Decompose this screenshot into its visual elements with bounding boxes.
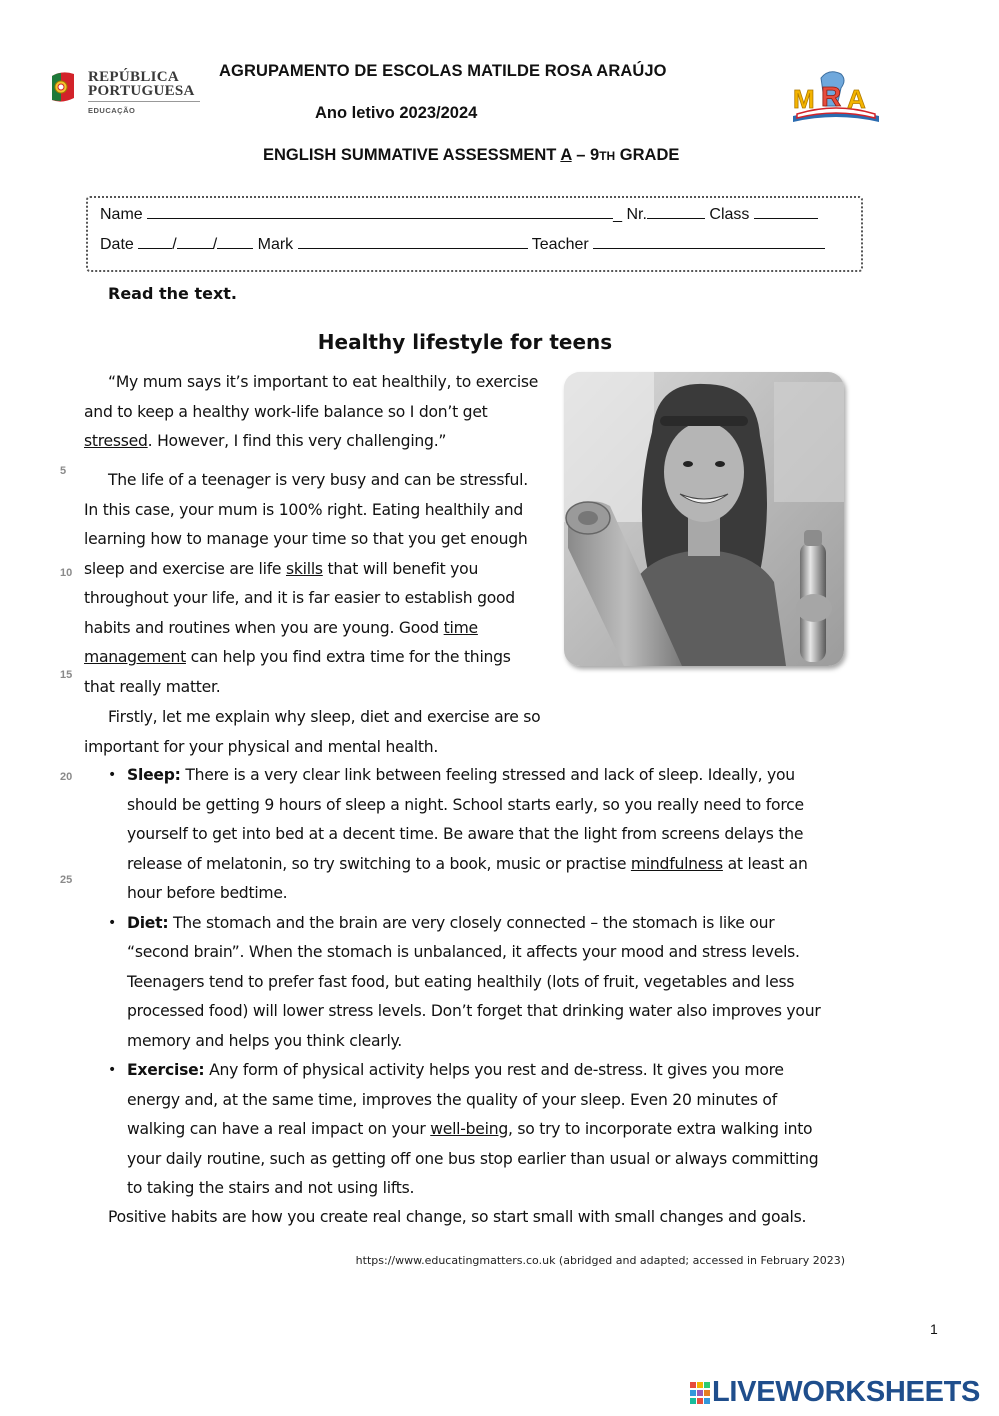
bullet-text-a: There is a very clear link between feeling stressed and lack of sleep. Ideally, you should be getting 9 hours of sleep a night. School starts early, so you really need to force yourself to get into bed at a decent time. Be aware that the light from screens delays the release of melatonin, so try switching to a book, music or practise (127, 766, 804, 873)
bullet-label: Exercise: (127, 1061, 205, 1079)
liveworksheets-wordmark: LIVEWORKSHEETS (712, 1376, 981, 1408)
bullet-diet (108, 909, 828, 1057)
instruction: Read the text. (108, 284, 237, 303)
date-day-field[interactable] (138, 233, 172, 249)
mra-logo-lettering: M (793, 84, 815, 114)
svg-text:R: R (821, 81, 842, 112)
date-month-field[interactable] (177, 233, 213, 249)
paragraph-3 (84, 703, 544, 762)
teen-girl-image (564, 372, 844, 666)
bullet-label: Diet: (127, 913, 169, 932)
bullet-exercise (108, 1056, 828, 1204)
vocab-skills: skills (286, 559, 323, 578)
bullet-text-a: Any form of physical activity helps you rest and de-stress. It gives you more energy and, at the same time, improves the quality of your sleep. Even 20 minutes of walking can have a real impact on your (127, 1061, 784, 1138)
bullet-dot-icon: • (108, 1062, 117, 1078)
vocab-well-being: well-being (430, 1120, 508, 1138)
p2-text-c: can help you find extra time for the things that really matter. (84, 648, 511, 696)
p1-text-a: “My mum says it’s important to eat healthily, to exercise and to keep a healthy work-life balance so I don’t get (84, 373, 539, 421)
mark-label: Mark (257, 236, 294, 253)
line-number: 5 (60, 465, 67, 477)
page-number: 1 (930, 1321, 938, 1337)
assessment-sup: TH (599, 149, 616, 163)
form-row-1: Name _ Nr. Class (100, 203, 818, 224)
paragraph-1 (84, 368, 544, 457)
bullet-label: Sleep: (127, 766, 181, 784)
paragraph-2 (84, 466, 544, 702)
line-number: 20 (60, 771, 73, 783)
portuguese-flag-icon (48, 70, 78, 104)
vocab-time-management: time management (84, 618, 478, 666)
article-title: Healthy lifestyle for teens (317, 330, 613, 354)
line-number: 25 (60, 874, 73, 886)
logo-line-1: REPÚBLICA (88, 69, 180, 85)
date-label: Date (100, 236, 134, 253)
nr-field[interactable] (647, 203, 705, 219)
bullet-text-b: , so try to incorporate extra walking into your daily routine, such as getting off one bus stop earlier than usual or always committing to taking the stairs and not using lifts. (127, 1120, 819, 1197)
mark-field[interactable] (298, 233, 528, 249)
nr-label: Nr. (626, 206, 647, 223)
bullet-list (108, 761, 828, 1204)
svg-text:A: A (847, 84, 866, 114)
republica-portuguesa-logo (48, 68, 208, 120)
school-name: AGRUPAMENTO DE ESCOLAS MATILDE ROSA ARAÚJO (219, 62, 667, 80)
bullet-text-b: at least an hour before bedtime. (127, 854, 808, 902)
form-row-2 (100, 233, 825, 254)
logo-subtitle: EDUCAÇÃO (88, 106, 136, 115)
source-citation: https://www.educatingmatters.co.uk (abridged and adapted; accessed in February 2023) (355, 1254, 845, 1267)
teacher-field[interactable] (593, 233, 825, 249)
class-field[interactable] (754, 203, 818, 219)
p3-text: Firstly, let me explain why sleep, diet and exercise are so important for your physical and mental health. (84, 708, 541, 756)
name-label: Name (100, 206, 143, 223)
line-number: 10 (60, 567, 73, 579)
assessment-title (263, 146, 679, 165)
bullet-dot-icon: • (108, 914, 117, 931)
teen-girl-photo (564, 372, 844, 666)
date-separator-2: / (212, 236, 218, 253)
liveworksheets-logo[interactable] (690, 1376, 990, 1410)
bullet-dot-icon: • (108, 767, 117, 783)
mra-book-icon (787, 66, 885, 128)
logo-line-2: PORTUGUESA (88, 83, 195, 99)
class-label: Class (709, 206, 750, 223)
vocab-stressed: stressed (84, 432, 148, 450)
assessment-mid: – 9 (571, 146, 600, 164)
student-info-box (86, 196, 863, 272)
teacher-label: Teacher (531, 236, 589, 253)
logo-text (88, 70, 195, 98)
assessment-letter: A (560, 146, 572, 164)
assessment-post: GRADE (615, 146, 680, 164)
p1-text-b: . However, I find this very challenging.” (147, 432, 447, 450)
logo-divider (88, 101, 200, 102)
school-year: Ano letivo 2023/2024 (315, 104, 478, 122)
date-separator-1: / (172, 236, 177, 253)
line-number: 15 (60, 669, 73, 681)
liveworksheets-grid-icon (690, 1382, 710, 1404)
bullet-sleep (108, 761, 828, 909)
closing-line: Positive habits are how you create real change, so start small with small changes and goals. (108, 1208, 807, 1226)
p2-text-a: The life of a teenager is very busy and can be stressful. In this case, your mum is 100% right. Eating healthily and learning how to manage your time so that you get enough sleep and exercise are life (84, 471, 528, 578)
bullet-text-a: The stomach and the brain are very closely connected – the stomach is like our “second brain”. When the stomach is unbalanced, it affects your mood and stress levels. Teenagers tend to prefer fast food, but eating healthily (lots of fruit, vegetables and less processed food) will lower stress levels. Don’t forget that drinking water also improves your memory and helps you think clearly. (127, 913, 821, 1050)
p2-text-b: that will benefit you throughout your life, and it is far easier to establish good habits and routines when you are young. Good (84, 559, 515, 637)
date-year-field[interactable] (217, 233, 253, 249)
assessment-pre: ENGLISH SUMMATIVE ASSESSMENT (263, 146, 561, 164)
mra-school-logo (787, 66, 885, 128)
vocab-mindfulness: mindfulness (630, 854, 723, 873)
name-field[interactable] (147, 203, 613, 219)
